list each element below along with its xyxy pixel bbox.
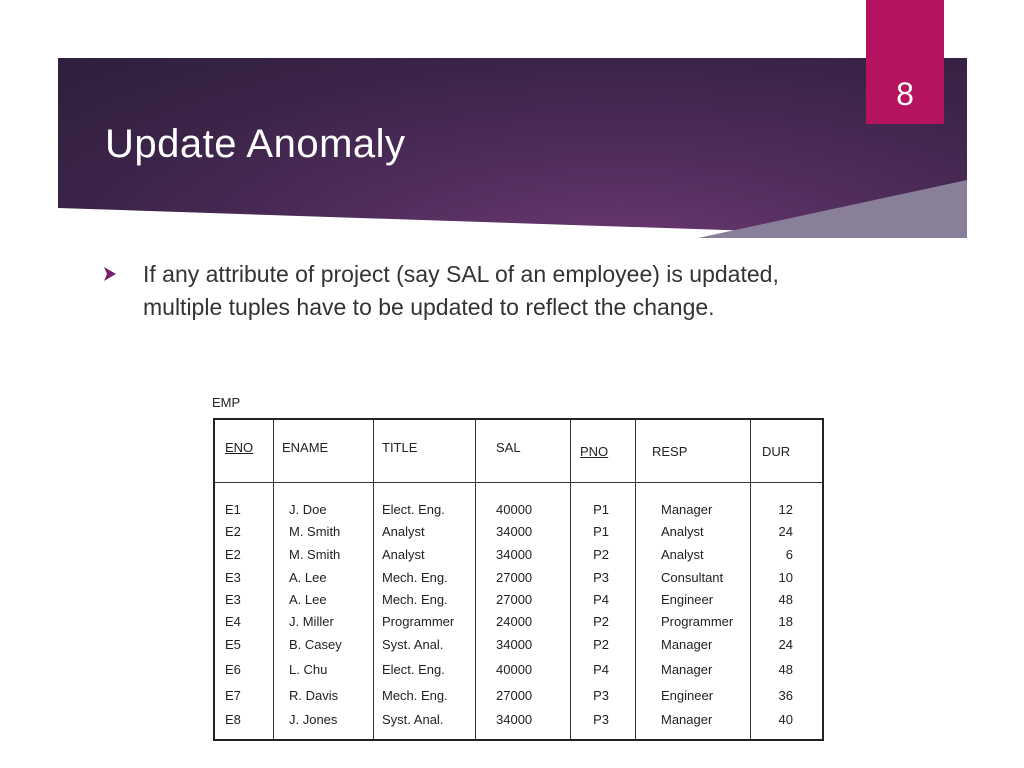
table-cell-pno: P3 (593, 712, 609, 727)
table-cell-dur: 24 (778, 637, 793, 652)
table-cell-title: Mech. Eng. (382, 570, 448, 585)
column-divider (273, 420, 274, 739)
table-cell-sal: 24000 (496, 614, 533, 629)
table-cell-dur: 24 (778, 524, 793, 539)
table-cell-eno: E8 (225, 712, 241, 727)
table-cell-title: Analyst (382, 524, 425, 539)
table-cell-pno: P1 (593, 502, 609, 517)
table-cell-title: Syst. Anal. (382, 712, 444, 727)
table-cell-pno: P3 (593, 570, 609, 585)
table-cell-resp: Manager (661, 712, 713, 727)
table-cell-resp: Programmer (661, 614, 734, 629)
table-cell-eno: E6 (225, 662, 241, 677)
table-cell-eno: E1 (225, 502, 241, 517)
table-cell-sal: 27000 (496, 570, 533, 585)
table-cell-dur: 10 (778, 570, 793, 585)
table-cell-eno: E2 (225, 524, 241, 539)
table-cell-pno: P2 (593, 547, 609, 562)
table-cell-sal: 34000 (496, 637, 533, 652)
diamond-bullet-icon (102, 266, 118, 282)
table-cell-eno: E2 (225, 547, 241, 562)
table-cell-eno: E4 (225, 614, 241, 629)
table-cell-ename: M. Smith (289, 547, 341, 562)
column-header-pno: PNO (580, 444, 609, 459)
column-divider (373, 420, 374, 739)
table-cell-eno: E3 (225, 570, 241, 585)
table-cell-resp: Analyst (661, 524, 704, 539)
table-cell-eno: E3 (225, 592, 241, 607)
header-divider (215, 482, 822, 483)
table-label: EMP (212, 395, 241, 410)
slide-title: Update Anomaly (105, 122, 406, 166)
table-cell-pno: P3 (593, 688, 609, 703)
table-cell-ename: B. Casey (289, 637, 342, 652)
table-cell-dur: 48 (778, 662, 793, 677)
table-cell-pno: P2 (593, 637, 609, 652)
column-header-dur: DUR (762, 444, 791, 459)
table-cell-dur: 40 (778, 712, 793, 727)
table-cell-ename: M. Smith (289, 524, 341, 539)
table-cell-sal: 34000 (496, 712, 533, 727)
table-cell-ename: R. Davis (289, 688, 339, 703)
column-header-sal: SAL (496, 440, 521, 455)
table-cell-resp: Analyst (661, 547, 704, 562)
column-header-title: TITLE (382, 440, 418, 455)
column-divider (750, 420, 751, 739)
emp-table (213, 418, 824, 741)
column-header-eno: ENO (225, 440, 254, 455)
table-cell-resp: Manager (661, 662, 713, 677)
table-cell-pno: P4 (593, 592, 609, 607)
table-cell-dur: 18 (778, 614, 793, 629)
table-cell-eno: E7 (225, 688, 241, 703)
column-divider (570, 420, 571, 739)
column-header-ename: ENAME (282, 440, 329, 455)
table-cell-ename: J. Jones (289, 712, 338, 727)
table-cell-resp: Manager (661, 502, 713, 517)
table-cell-dur: 48 (778, 592, 793, 607)
table-cell-ename: L. Chu (289, 662, 328, 677)
table-cell-sal: 34000 (496, 547, 533, 562)
table-cell-resp: Engineer (661, 688, 714, 703)
table-cell-sal: 40000 (496, 662, 533, 677)
table-cell-resp: Engineer (661, 592, 714, 607)
table-cell-pno: P1 (593, 524, 609, 539)
table-cell-ename: A. Lee (289, 592, 327, 607)
column-header-resp: RESP (652, 444, 688, 459)
table-cell-title: Elect. Eng. (382, 662, 445, 677)
table-cell-title: Elect. Eng. (382, 502, 445, 517)
table-cell-title: Mech. Eng. (382, 688, 448, 703)
table-cell-ename: J. Doe (289, 502, 327, 517)
column-divider (475, 420, 476, 739)
slide-number: 8 (896, 76, 914, 112)
table-cell-eno: E5 (225, 637, 241, 652)
table-cell-pno: P4 (593, 662, 609, 677)
table-cell-ename: A. Lee (289, 570, 327, 585)
table-cell-dur: 6 (785, 547, 793, 562)
table-cell-resp: Manager (661, 637, 713, 652)
table-cell-sal: 40000 (496, 502, 533, 517)
slide-number-box (866, 0, 944, 124)
table-cell-ename: J. Miller (289, 614, 334, 629)
table-cell-sal: 34000 (496, 524, 533, 539)
table-cell-resp: Consultant (661, 570, 724, 585)
table-cell-title: Syst. Anal. (382, 637, 444, 652)
table-cell-sal: 27000 (496, 592, 533, 607)
table-cell-dur: 36 (778, 688, 793, 703)
table-cell-sal: 27000 (496, 688, 533, 703)
table-cell-dur: 12 (778, 502, 793, 517)
table-cell-title: Analyst (382, 547, 425, 562)
table-cell-pno: P2 (593, 614, 609, 629)
table-cell-title: Mech. Eng. (382, 592, 448, 607)
table-cell-title: Programmer (382, 614, 455, 629)
bullet-text: If any attribute of project (say SAL of an employee) is updated, multiple tuples have to be updated to reflect the change. (143, 261, 779, 320)
column-divider (635, 420, 636, 739)
